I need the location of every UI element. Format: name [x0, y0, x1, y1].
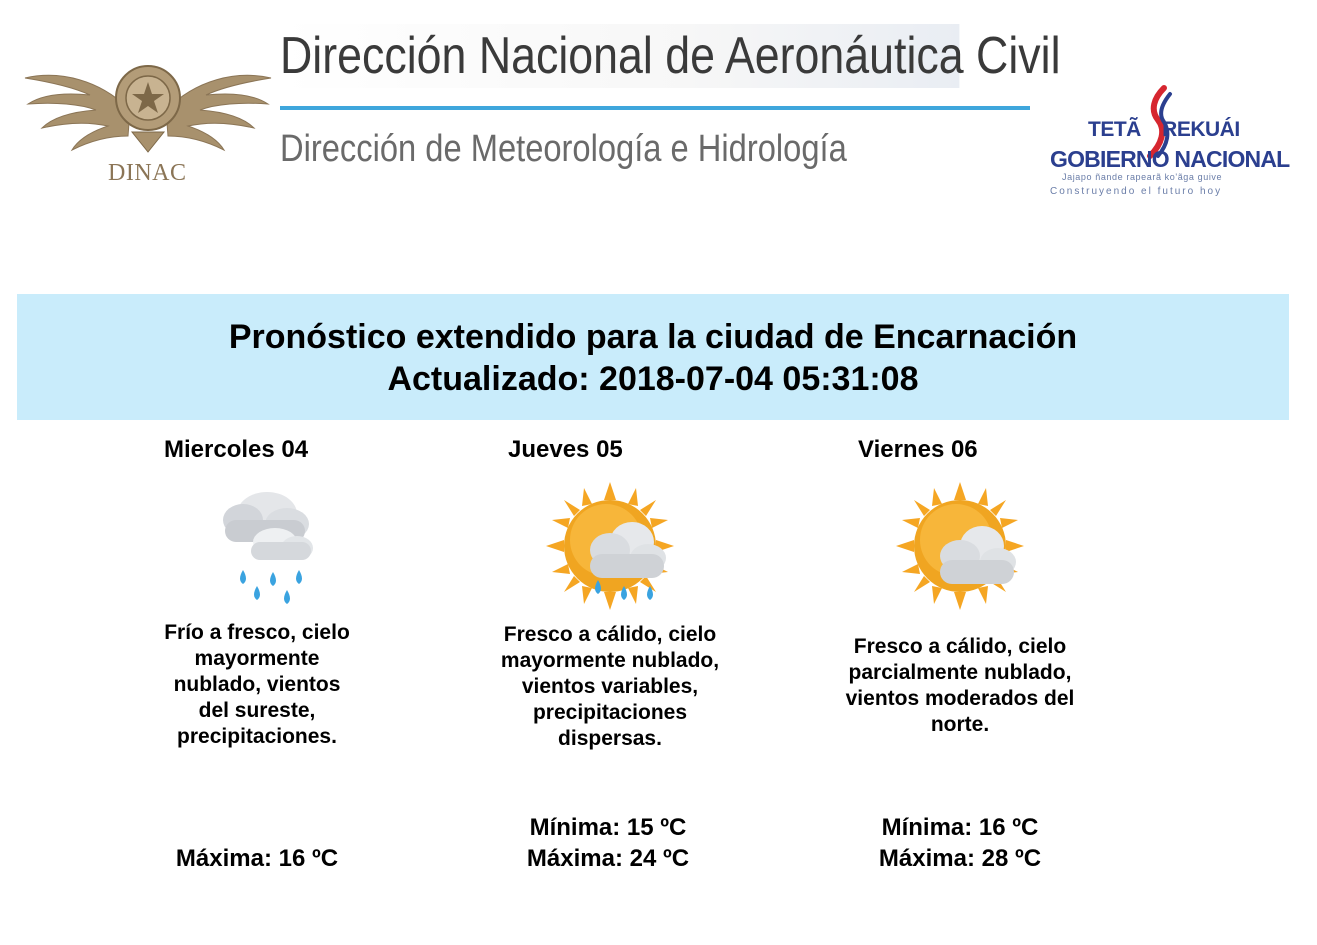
day-maximum: Máxima: 16 ºC	[175, 845, 339, 872]
gov-logo-tagline: Jajapo ñande rapearã ko'ãga guive	[1062, 172, 1223, 182]
banner-title: Pronóstico extendido para la ciudad de Encarnación	[228, 318, 1078, 356]
sun-cloud-rain-icon	[544, 480, 676, 612]
cloud-rain-icon	[215, 480, 325, 610]
banner-updated: Actualizado: 2018-07-04 05:31:08	[387, 360, 919, 398]
day-maximum: Máxima: 28 ºC	[878, 845, 1042, 872]
day-minimum: Mínima: 15 ºC	[529, 814, 687, 841]
day-description: Fresco a cálido, cielo mayormente nublado, vientos variables, precipitaciones dispersas.	[500, 623, 720, 750]
day-description: Fresco a cálido, cielo parcialmente nublado, vientos moderados del norte.	[845, 635, 1075, 736]
org-title: Dirección Nacional de Aeronáutica Civil	[280, 24, 959, 88]
forecast-banner	[17, 294, 1289, 420]
day-name: Miercoles 04	[164, 436, 309, 463]
day-name: Viernes 06	[858, 436, 978, 463]
day-minimum: Mínima: 16 ºC	[881, 814, 1039, 841]
day-name: Jueves 05	[508, 436, 623, 463]
sun-cloud-icon	[894, 480, 1026, 612]
day-description: Frío a fresco, cielo mayormente nublado, vientos del sureste, precipitaciones.	[164, 621, 350, 748]
forecast-day	[840, 430, 1080, 738]
forecast-day	[150, 430, 390, 750]
day-maximum: Máxima: 24 ºC	[526, 845, 690, 872]
gov-logo-line1: TETÃ REKUÁI	[1088, 118, 1240, 141]
forecast-day	[490, 430, 730, 752]
dept-subtitle: Dirección de Meteorología e Hidrología	[280, 128, 847, 170]
dinac-logo-label: DINAC	[108, 160, 187, 186]
gov-logo-tagline-es: Construyendo el futuro hoy	[1050, 186, 1223, 197]
gov-logo-line2: GOBIERNO NACIONAL	[1050, 146, 1290, 172]
title-divider	[280, 106, 1030, 110]
